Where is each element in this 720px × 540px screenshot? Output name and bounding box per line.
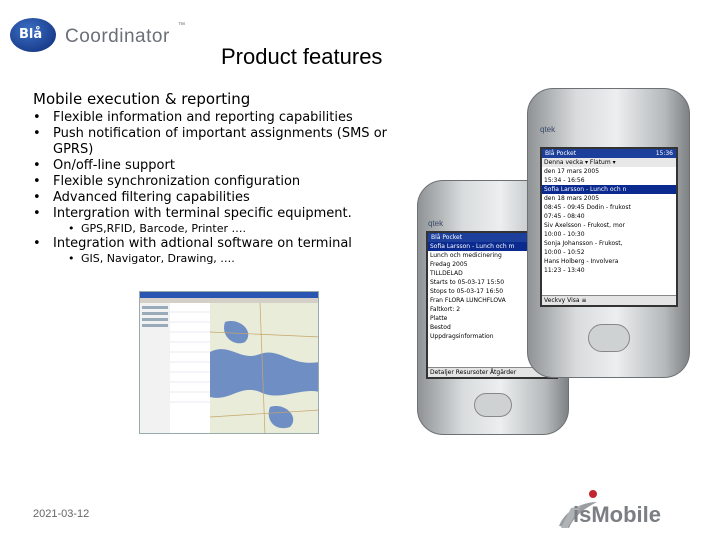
list-item: Fran FLORA LUNCHFLOVA: [430, 297, 506, 304]
logo-wordmark: Coordinator: [65, 26, 170, 47]
device-brand: qtek: [540, 125, 556, 134]
desktop-map-screenshot: [139, 291, 319, 434]
list-item: Sofia Larsson - Lunch och n: [542, 185, 676, 194]
footer-date: 2021-03-12: [33, 508, 90, 520]
section-subtitle: Mobile execution & reporting: [33, 90, 251, 108]
device-screen: [540, 147, 678, 307]
list-item: Uppdragsinformation: [430, 333, 494, 340]
ismobile-wordmark: isMobile: [573, 502, 662, 527]
list-item: • Flexible information and reporting capabilities: [33, 110, 408, 126]
list-item: • Advanced filtering capabilities: [33, 190, 408, 206]
list-item: 10:00 - 10:30: [544, 231, 585, 238]
list-item: Platte: [430, 315, 448, 322]
screen-title-bar: Blå Pocket: [428, 233, 556, 242]
list-item: Faltkort: 2: [430, 306, 461, 313]
dpad-button: [474, 393, 512, 417]
list-item: Sonja Johansson - Frukost,: [544, 240, 623, 247]
feature-list: [33, 110, 408, 266]
clock: 15:36: [655, 150, 673, 157]
list-item: 10:00 - 10:52: [544, 249, 585, 256]
logo-mark-text: Blå: [19, 27, 43, 42]
logo-mark: [10, 18, 56, 52]
list-item: 08:45 - 09:45 Dodin - frukost: [544, 204, 631, 211]
list-item: 11:23 - 13:40: [544, 267, 585, 274]
list-item: Bestod: [430, 324, 451, 331]
list-item: Hans Holberg - Involvera: [544, 258, 619, 265]
list-item: Fredag 2005: [430, 261, 468, 268]
page-title: Product features: [221, 44, 383, 69]
list-item: den 17 mars 2005: [544, 168, 600, 175]
list-item: • Intergration with terminal specific equipment.: [33, 206, 408, 222]
screen-tabs: Detaljer Resursoter Åtgärder: [428, 367, 556, 377]
sub-list-item: • GPS,RFID, Barcode, Printer ….: [33, 222, 408, 236]
list-item: TILLDELAD: [430, 270, 463, 277]
screen-title-bar: [542, 149, 676, 158]
dpad-button: [588, 324, 630, 352]
list-item: 07:45 - 08:40: [544, 213, 585, 220]
sub-list-item: • GIS, Navigator, Drawing, ….: [33, 252, 408, 266]
list-item: • Flexible synchronization configuration: [33, 174, 408, 190]
map-screenshot-image: [140, 292, 319, 434]
pocket-pc-device-right: [527, 88, 690, 378]
ismobile-logo: [553, 488, 688, 533]
list-item: Siv Axelsson - Frukost, mor: [544, 222, 625, 229]
screen-footer: Veckvy Visa ≡: [542, 295, 676, 305]
list-item: 15:34 - 16:56: [544, 177, 585, 184]
logo-trademark: ™: [178, 22, 185, 29]
list-item: • Push notification of important assignments (SMS or GPRS): [33, 126, 408, 158]
list-item: Denna vecka ▾ Flatum ▾: [542, 158, 676, 167]
list-item: Stops to 05-03-17 16:50: [430, 288, 504, 295]
list-item: Sofia Larsson - Lunch och m: [428, 242, 556, 251]
device-brand: qtek: [428, 219, 444, 228]
list-item: • Integration with adtional software on terminal: [33, 236, 408, 252]
app-title: Blå Pocket: [545, 150, 577, 157]
list-item: den 18 mars 2005: [544, 195, 600, 202]
list-item: Lunch och medicinering: [430, 252, 502, 259]
list-item: Starts to 05-03-17 15:50: [430, 279, 505, 286]
list-item: • On/off-line support: [33, 158, 408, 174]
company-logo: [10, 18, 185, 54]
